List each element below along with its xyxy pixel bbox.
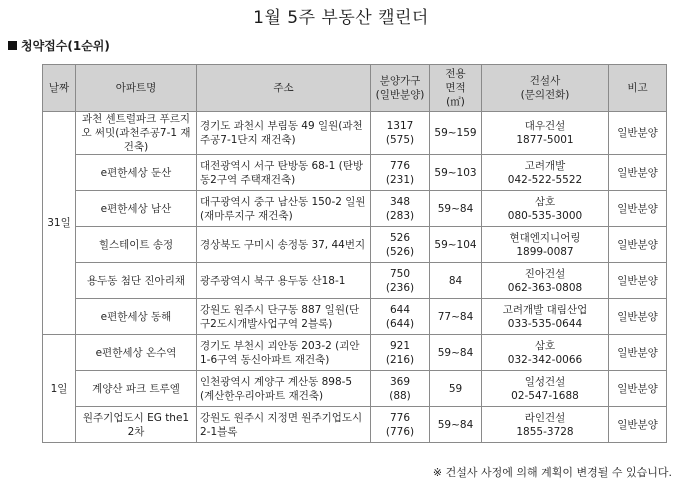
section-label: 청약접수(1순위) [21,39,110,53]
apartment-name: 원주기업도시 EG the1 2차 [76,407,197,443]
supply-general: (575) [385,134,415,146]
area: 59 [430,371,482,407]
table-header-row [43,65,667,112]
supply-cell [371,335,430,371]
area: 59~84 [430,407,482,443]
supply-total: 776 [389,411,411,424]
builder-cell [482,371,609,407]
supply-general: (526) [385,245,415,258]
builder-cell [482,227,609,263]
table-row [43,227,667,263]
table-row [43,263,667,299]
supply-total: 776 [389,159,411,172]
area: 59~103 [430,155,482,191]
header-supply [371,65,430,112]
apartment-name: e편한세상 온수역 [76,335,197,371]
apartment-name: 용두동 첨단 진아리채 [76,263,197,299]
supply-total: 921 [389,339,411,352]
header-builder [482,65,609,112]
remark: 일반분양 [609,407,667,443]
header-supply-line1: 분양가구 [379,75,421,87]
area: 84 [430,263,482,299]
apartment-name: e편한세상 둔산 [76,155,197,191]
builder-name: 현대엔지니어링 [509,231,581,244]
apartment-name: e편한세상 동해 [76,299,197,335]
builder-phone: 062-363-0808 [507,281,583,294]
builder-cell [482,407,609,443]
builder-name: 진아건설 [524,267,566,280]
supply-general: (216) [385,353,415,366]
apartment-name: 힐스테이트 송정 [76,227,197,263]
page-title: 1월 5주 부동산 캘린더 [253,8,429,28]
header-address: 주소 [197,65,371,112]
supply-total: 1317 [386,120,414,132]
builder-name: 고려개발 대림산업 [502,303,588,316]
apartment-name: e편한세상 남산 [76,191,197,227]
supply-general: (231) [385,173,415,186]
area: 59~159 [430,112,482,155]
supply-total: 644 [389,303,411,316]
builder-name: 삼호 [534,339,556,352]
remark: 일반분양 [609,155,667,191]
supply-cell [371,263,430,299]
supply-total: 348 [389,195,411,208]
address: 경상북도 구미시 송정동 37, 44번지 [197,227,371,263]
builder-cell [482,112,609,155]
supply-cell [371,227,430,263]
address: 강원도 원주시 지정면 원주기업도시 2-1블록 [197,407,371,443]
builder-name: 일성건설 [524,375,566,388]
table-row [43,407,667,443]
supply-general: (776) [385,425,415,438]
address: 인천광역시 계양구 계산동 898-5 (계산한우리아파트 재건축) [197,371,371,407]
address: 경기도 부천시 괴안동 203-2 (괴안1-6구역 동신아파트 재건축) [197,335,371,371]
apartment-name: 과천 센트럴파크 푸르지오 써밋(과천주공7-1 재건축) [76,112,197,155]
builder-phone: 042-522-5522 [507,173,583,186]
header-date: 날짜 [43,65,76,112]
area: 59~84 [430,335,482,371]
table-row [43,155,667,191]
table-row [43,299,667,335]
supply-cell [371,155,430,191]
supply-cell [371,299,430,335]
remark: 일반분양 [609,371,667,407]
address: 대구광역시 중구 남산동 150-2 일원 (재마루지구 재건축) [197,191,371,227]
supply-general: (236) [385,281,415,294]
header-area-line3: (㎡) [446,96,465,108]
header-builder-line2: (문의전화) [520,89,570,101]
date-cell: 1일 [43,335,76,443]
supply-general: (644) [385,317,415,330]
remark: 일반분양 [609,335,667,371]
table-row [43,112,667,155]
builder-phone: 1899-0087 [516,245,574,258]
builder-name: 고려개발 [524,159,566,172]
filled-square-bullet-icon [8,41,17,50]
header-area-line1: 전용 [445,68,466,80]
builder-phone: 1877-5001 [516,134,574,146]
builder-cell [482,299,609,335]
remark: 일반분양 [609,227,667,263]
builder-cell [482,335,609,371]
address: 강원도 원주시 단구동 887 일원(단구2도시개발사업구역 2블록) [197,299,371,335]
table-row [43,371,667,407]
header-builder-line1: 건설사 [529,75,561,87]
area: 77~84 [430,299,482,335]
subscription-table [42,64,667,443]
header-area-line2: 면적 [445,82,466,94]
supply-cell [371,371,430,407]
table-row [43,335,667,371]
builder-phone: 02-547-1688 [511,389,579,402]
supply-cell [371,191,430,227]
header-area [430,65,482,112]
header-supply-line2: (일반분양) [375,89,425,101]
apartment-name: 계양산 파크 트루엘 [76,371,197,407]
builder-cell [482,191,609,227]
builder-cell [482,155,609,191]
builder-cell [482,263,609,299]
area: 59~84 [430,191,482,227]
builder-phone: 033-535-0644 [507,317,583,330]
builder-phone: 080-535-3000 [507,209,583,222]
builder-name: 삼호 [534,195,556,208]
supply-cell [371,112,430,155]
supply-total: 526 [389,231,411,244]
footnote: ※ 건설사 사정에 의해 계획이 변경될 수 있습니다. [432,466,672,479]
supply-general: (88) [389,389,411,402]
header-apartment: 아파트명 [76,65,197,112]
supply-total: 750 [389,267,411,280]
remark: 일반분양 [609,263,667,299]
builder-name: 대우건설 [524,120,566,132]
supply-total: 369 [389,375,411,388]
date-cell: 31일 [43,112,76,335]
address: 대전광역시 서구 탄방동 68-1 (탄방동2구역 주택재건축) [197,155,371,191]
address: 경기도 과천시 부림동 49 일원(과천주공7-1단지 재건축) [197,112,371,155]
address: 광주광역시 북구 용두동 산18-1 [197,263,371,299]
area: 59~104 [430,227,482,263]
supply-general: (283) [385,209,415,222]
table-row [43,191,667,227]
builder-phone: 1855-3728 [516,425,574,438]
header-remarks: 비고 [609,65,667,112]
section-heading [8,38,110,54]
remark: 일반분양 [609,191,667,227]
remark: 일반분양 [609,299,667,335]
remark: 일반분양 [609,112,667,155]
builder-phone: 032-342-0066 [507,353,583,366]
supply-cell [371,407,430,443]
builder-name: 라인건설 [524,411,566,424]
